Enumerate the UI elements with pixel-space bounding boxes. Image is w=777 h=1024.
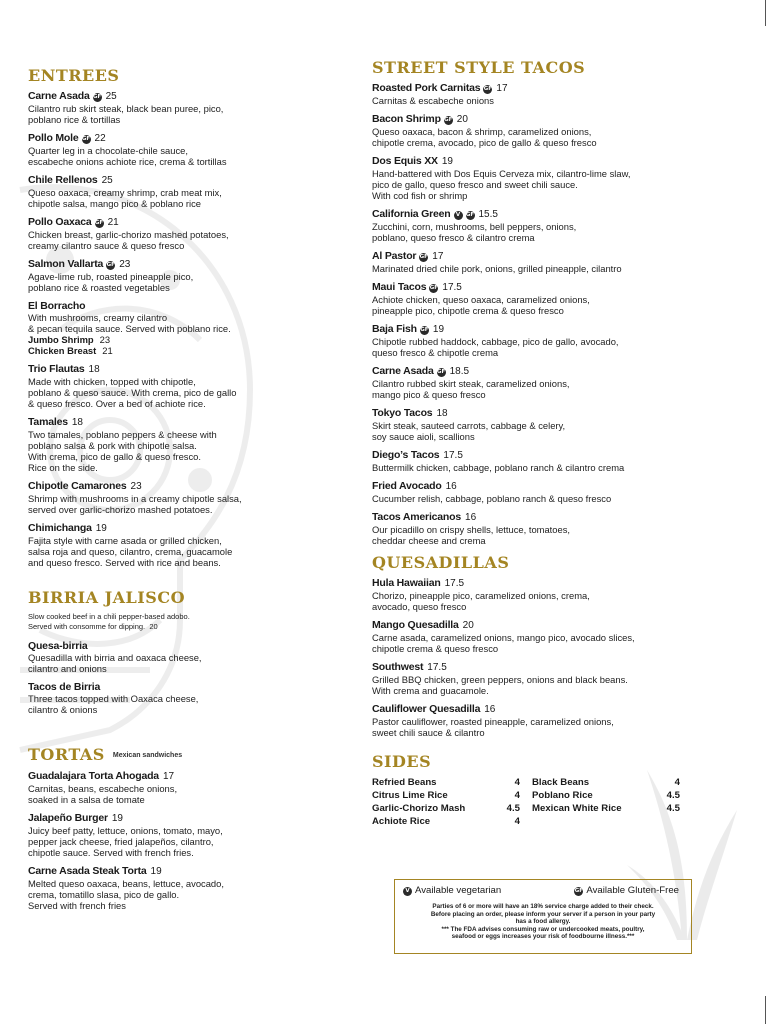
menu-item-header: [372, 155, 712, 168]
menu-item-price: 20: [456, 114, 468, 125]
menu-item-price: 19: [441, 156, 453, 167]
menu-item-header: [28, 363, 328, 376]
menu-item-name: Tacos de Birria: [28, 681, 101, 693]
side-achiote-rice: [372, 815, 520, 828]
menu-item-header: [28, 865, 328, 878]
menu-item-price: 15.5: [478, 209, 498, 220]
menu-item-price: 19: [111, 812, 123, 824]
menu-item-name: Salmon Vallarta: [28, 258, 104, 270]
tortas-list: [28, 770, 328, 911]
menu-item-description: Chorizo, pineapple pico, caramelized onions, crema, avocado, queso fresco: [372, 590, 590, 612]
menu-item-price: 18: [71, 417, 83, 428]
side-poblano-rice: [532, 789, 680, 802]
menu-item-description: Three tacos topped with Oaxaca cheese, cilantro & onions: [28, 693, 199, 715]
menu-item-name: Southwest: [372, 661, 424, 673]
menu-item-price: 19: [432, 324, 445, 335]
menu-item-description: Quarter leg in a chocolate-chile sauce, escabeche onions achiote rice, crema & tortillas: [28, 145, 227, 167]
info-box: [394, 879, 692, 954]
menu-item-description: With mushrooms, creamy cilantro & pecan tequila sauce. Served with poblano rice.: [28, 312, 231, 334]
menu-item-name: Cauliflower Quesadilla: [372, 703, 481, 715]
legend-vegetarian-label: Available vegetarian: [415, 885, 502, 896]
side-name: Citrus Lime Rice: [372, 790, 448, 801]
quesadillas-section: [372, 553, 712, 738]
menu-item-name: Carne Asada Steak Torta: [28, 864, 147, 877]
menu-item-header: [28, 258, 328, 271]
left-column: [28, 66, 328, 918]
menu-item-description: Fajita style with carne asada or grilled chicken, salsa roja and queso, cilantro, crema, guacamole and queso fresco. Served with rice and beans.: [28, 535, 233, 568]
menu-item-header: [372, 480, 712, 493]
gluten-free-icon: GF: [81, 136, 91, 142]
menu-item-price: 17: [162, 770, 175, 782]
menu-item: [28, 132, 328, 167]
side-price: 4: [514, 816, 520, 827]
menu-item-description: Juicy beef patty, lettuce, onions, tomato, mayo, pepper jack cheese, fried jalapeños, cilantro, chipotle sauce. Served with french fries.: [28, 824, 223, 858]
menu-item-name: Pollo Mole: [28, 132, 79, 144]
tacos-title: STREET STYLE TACOS: [372, 58, 586, 77]
menu-item-price: 17: [496, 83, 508, 94]
entrees-list: [28, 90, 328, 568]
menu-item-name: California Green: [372, 208, 451, 220]
menu-item: [372, 281, 712, 316]
menu-item-name: Bacon Shrimp: [372, 113, 441, 125]
menu-item: [28, 258, 328, 293]
menu-item-name: Diego’s Tacos: [372, 449, 440, 461]
menu-item-header: [28, 216, 328, 229]
menu-item-price: 20: [462, 620, 474, 631]
side-price: 4.5: [506, 803, 520, 814]
menu-item-name: Tokyo Tacos: [372, 407, 433, 419]
gluten-free-icon: GF: [94, 220, 104, 226]
side-refried-beans: [372, 776, 520, 789]
sides-grid: [372, 776, 682, 836]
tortas-subtitle: Mexican sandwiches: [112, 751, 183, 759]
menu-item-description: Two tamales, poblano peppers & cheese with poblano salsa & pork with chipotle salsa. With crema, pico de gallo & queso fresco. Rice on the side.: [28, 429, 217, 473]
menu-item: [372, 449, 712, 473]
menu-item-description: Carne asada, caramelized onions, mango pico, avocado slices, chipotle crema & queso fresco: [372, 632, 635, 654]
gluten-free-icon: GF: [444, 117, 453, 123]
menu-item-option-name: Jumbo Shrimp: [28, 334, 94, 345]
sides-title: SIDES: [372, 752, 432, 771]
menu-item: [372, 155, 712, 201]
menu-item-name: Carne Asada: [372, 365, 434, 377]
gluten-free-icon: GF: [465, 212, 475, 218]
menu-item-name: Roasted Pork Carnitas: [372, 82, 481, 94]
menu-item: [372, 619, 712, 654]
menu-item-header: [372, 281, 712, 294]
menu-item-description: Hand-battered with Dos Equis Cerveza mix, cilantro-lime slaw, pico de gallo, queso fresco and sweet chili sauce. With cod fish or shrimp: [372, 168, 631, 201]
menu-item-price: 18: [88, 364, 100, 375]
menu-item-name: Dos Equis XX: [372, 155, 438, 167]
menu-item-description: Chicken breast, garlic-chorizo mashed potatoes, creamy cilantro sauce & queso fresco: [28, 229, 229, 251]
menu-item-description: Queso oaxaca, creamy shrimp, crab meat mix, chipotle salsa, mango pico & poblano rice: [28, 187, 222, 209]
menu-item-name: Chile Rellenos: [28, 174, 98, 186]
side-name: Black Beans: [532, 777, 590, 788]
menu-item-price: 25: [105, 91, 117, 102]
menu-item-header: [372, 661, 712, 674]
menu-item: [372, 82, 712, 106]
gluten-free-icon: GF: [483, 86, 493, 92]
vegetarian-icon: V: [454, 211, 463, 220]
menu-item: [28, 90, 328, 125]
menu-item-header: [28, 90, 328, 103]
menu-item: [372, 208, 712, 243]
birria-title: BIRRIA JALISCO: [28, 588, 186, 607]
menu-item-price: 17.5: [442, 282, 462, 293]
menu-item-header: [372, 449, 712, 462]
side-garlic-chorizo-mash: [372, 802, 520, 815]
menu-item-description: Pastor cauliflower, roasted pineapple, caramelized onions, sweet chili sauce & cilantro: [372, 716, 614, 738]
menu-item: [372, 661, 712, 696]
menu-item: [28, 300, 328, 356]
menu-item-description: Chipotle rubbed haddock, cabbage, pico de gallo, avocado, queso fresco & chipotle crema: [372, 336, 619, 358]
menu-item-description: Melted queso oaxaca, beans, lettuce, avocado, crema, tomatillo slasa, pico de gallo. Served with french fries: [28, 877, 224, 911]
menu-item-header: [372, 407, 712, 420]
tacos-list: [372, 82, 712, 546]
menu-item-header: [28, 522, 328, 535]
menu-item: [28, 216, 328, 251]
menu-item-price: 22: [94, 133, 106, 144]
menu-item-description: Buttermilk chicken, cabbage, poblano ranch & cilantro crema: [372, 462, 625, 473]
menu-item-name: Pollo Oaxaca: [28, 216, 92, 228]
menu-item-name: Fried Avocado: [372, 480, 442, 492]
menu-item-header: [28, 174, 328, 187]
entrees-title: ENTREES: [28, 66, 120, 85]
menu-item-name: Tamales: [28, 416, 68, 428]
menu-item-header: [28, 480, 328, 493]
menu-item: [28, 416, 328, 473]
menu-item-header: [28, 640, 328, 652]
menu-item-price: 16: [484, 704, 496, 715]
corner-mark-bottom: [765, 996, 766, 1024]
menu-item: [28, 174, 328, 209]
menu-item-price: 17: [432, 251, 444, 262]
menu-item-description: Grilled BBQ chicken, green peppers, onions and black beans. With crema and guacamole.: [372, 674, 628, 696]
menu-item-price: 21: [107, 217, 119, 228]
legend-gluten-free-label: Available Gluten-Free: [586, 885, 679, 896]
side-citrus-lime-rice: [372, 789, 520, 802]
menu-item-header: [28, 681, 328, 693]
menu-item-name: Baja Fish: [372, 323, 417, 335]
side-mexican-white-rice: [532, 802, 680, 815]
tortas-title-text: TORTAS: [28, 745, 105, 764]
menu-item-price: 23: [119, 259, 131, 270]
menu-item-name: Chimichanga: [28, 522, 92, 534]
gluten-free-icon: GF: [420, 327, 429, 333]
menu-item-option: [28, 345, 328, 356]
menu-item-header: [372, 208, 712, 221]
menu-item-price: 17.5: [444, 578, 465, 589]
menu-item: [28, 522, 328, 568]
menu-item: [28, 640, 328, 674]
menu-item-name: Hula Hawaiian: [372, 577, 441, 589]
birria-intro: [28, 612, 328, 632]
quesadillas-title: QUESADILLAS: [372, 553, 510, 572]
menu-item-description: Marinated dried chile pork, onions, grilled pineapple, cilantro: [372, 263, 622, 274]
menu-item-header: [372, 619, 712, 632]
side-name: Poblano Rice: [532, 790, 593, 801]
menu-item: [372, 703, 712, 738]
menu-item-header: [28, 300, 328, 312]
service-notice: Parties of 6 or more will have an 18% service charge added to their check. Before placing an order, please inform your server if a person in your party has a food allergy. *** The FDA advises consuming raw or undercooked meats, poultry, seafood or eggs increases your risk of foodbourne illness.***: [430, 903, 656, 941]
menu-item: [28, 363, 328, 409]
menu-item-description: Quesadilla with birria and oaxaca cheese, cilantro and onions: [28, 652, 202, 674]
gluten-free-icon: GF: [574, 888, 584, 894]
menu-item-price: 17.5: [427, 662, 447, 673]
menu-item-header: [372, 511, 712, 524]
menu-item-name: Trio Flautas: [28, 363, 85, 375]
menu-item: [372, 511, 712, 546]
menu-item: [372, 323, 712, 358]
menu-item-name: Al Pastor: [372, 250, 417, 262]
menu-item-description: Cucumber relish, cabbage, poblano ranch & queso fresco: [372, 493, 612, 504]
menu-item-header: [372, 250, 712, 263]
menu-item-price: 16: [465, 512, 477, 523]
vegetarian-icon: V: [403, 887, 412, 896]
menu-item-header: [372, 365, 712, 378]
menu-item-description: Shrimp with mushrooms in a creamy chipotle salsa, served over garlic-chorizo mashed potatoes.: [28, 493, 242, 515]
menu-item-option: [28, 334, 328, 345]
menu-item-name: Jalapeño Burger: [28, 811, 108, 824]
side-price: 4: [674, 777, 680, 788]
menu-item-description: Cilantro rubbed skirt steak, caramelized onions, mango pico & queso fresco: [372, 378, 570, 400]
menu-item-price: 16: [445, 481, 457, 492]
menu-item-description: Achiote chicken, queso oaxaca, caramelized onions, pineapple pico, chipotle crema & queso fresco: [372, 294, 590, 316]
menu-item-header: [28, 770, 328, 783]
menu-item-header: [372, 113, 712, 126]
side-name: Mexican White Rice: [532, 803, 622, 814]
right-column: [372, 58, 712, 836]
quesadillas-list: [372, 577, 712, 738]
tacos-section: [372, 58, 712, 546]
menu-item: [372, 250, 712, 274]
menu-item-header: [28, 416, 328, 429]
menu-item: [372, 113, 712, 148]
menu-item-price: 17.5: [443, 450, 463, 461]
menu-item: [372, 480, 712, 504]
menu-item: [28, 812, 328, 858]
menu-item: [28, 480, 328, 515]
birria-intro-price: 20: [149, 622, 158, 631]
menu-item-description: Zucchini, corn, mushrooms, bell peppers, onions, poblano, queso fresco & cilantro crema: [372, 221, 577, 243]
legend-gluten-free: [574, 885, 679, 896]
menu-item-name: Mango Quesadilla: [372, 619, 459, 631]
menu-item: [28, 681, 328, 715]
side-price: 4: [514, 790, 520, 801]
side-black-beans: [532, 776, 680, 789]
menu-item-description: Skirt steak, sauteed carrots, cabbage & celery, soy sauce aioli, scallions: [372, 420, 566, 442]
gluten-free-icon: GF: [436, 369, 446, 375]
menu-item-description: Made with chicken, topped with chipotle, poblano & queso sauce. With crema, pico de gallo & queso fresco. Over a bed of achiote rice.: [28, 376, 237, 409]
side-name: Achiote Rice: [372, 816, 431, 827]
side-name: Garlic-Chorizo Mash: [372, 803, 466, 814]
legend-vegetarian: [403, 885, 501, 896]
birria-list: [28, 640, 328, 715]
dietary-legend: [403, 885, 683, 901]
menu-item-name: Guadalajara Torta Ahogada: [28, 769, 159, 782]
corner-mark-top: [765, 0, 766, 26]
menu-item-name: Tacos Americanos: [372, 511, 462, 523]
menu-item-price: 19: [95, 523, 107, 534]
menu-item-name: Carne Asada: [28, 90, 90, 102]
side-price: 4.5: [666, 790, 680, 801]
menu-item-price: 19: [150, 865, 162, 877]
menu-item-header: [372, 577, 712, 590]
menu-item-option-price: 21: [102, 345, 113, 356]
menu-item-description: Carnitas, beans, escabeche onions, soaked in a salsa de tomate: [28, 782, 178, 805]
menu-item-header: [372, 703, 712, 716]
menu-item-name: El Borracho: [28, 300, 86, 312]
menu-item-option-name: Chicken Breast: [28, 345, 97, 356]
side-name: Refried Beans: [372, 777, 437, 788]
menu-item-header: [372, 82, 712, 95]
menu-item-name: Chipotle Camarones: [28, 480, 127, 492]
menu-item-name: Quesa-birria: [28, 640, 88, 652]
menu-item: [372, 407, 712, 442]
menu-item-price: 25: [101, 175, 113, 186]
menu-item: [28, 770, 328, 805]
menu-item-description: Carnitas & escabeche onions: [372, 95, 494, 106]
menu-item-header: [372, 323, 712, 336]
menu-item-price: 18: [436, 408, 448, 419]
gluten-free-icon: GF: [419, 254, 428, 260]
side-price: 4: [514, 777, 520, 788]
menu-item-price: 23: [130, 481, 142, 492]
menu-item-price: 18.5: [449, 366, 470, 377]
birria-intro-text: Slow cooked beef in a chili pepper-based adobo. Served with consomme for dipping.: [28, 612, 190, 631]
sides-section: [372, 752, 712, 836]
birria-section: [28, 588, 328, 715]
menu-item: [372, 365, 712, 400]
gluten-free-icon: GF: [106, 262, 115, 268]
menu-item-description: Queso oaxaca, bacon & shrimp, caramelized onions, chipotle crema, avocado, pico de gallo & queso fresco: [372, 126, 597, 148]
side-price: 4.5: [666, 803, 680, 814]
menu-item-header: [28, 812, 328, 825]
menu-item-option-price: 23: [99, 334, 111, 345]
entrees-section: [28, 66, 328, 568]
gluten-free-icon: GF: [92, 94, 102, 100]
gluten-free-icon: GF: [429, 285, 439, 291]
menu-item-description: Cilantro rub skirt steak, black bean puree, pico, poblano rice & tortillas: [28, 103, 224, 125]
menu-item-header: [28, 132, 328, 145]
menu-item-description: Our picadillo on crispy shells, lettuce, tomatoes, cheddar cheese and crema: [372, 524, 571, 546]
tortas-title: [28, 745, 328, 766]
menu-item-name: Maui Tacos: [372, 281, 427, 293]
tortas-section: [28, 745, 328, 911]
menu-item: [28, 865, 328, 911]
menu-item: [372, 577, 712, 612]
menu-item-description: Agave-lime rub, roasted pineapple pico, poblano rice & roasted vegetables: [28, 271, 194, 293]
